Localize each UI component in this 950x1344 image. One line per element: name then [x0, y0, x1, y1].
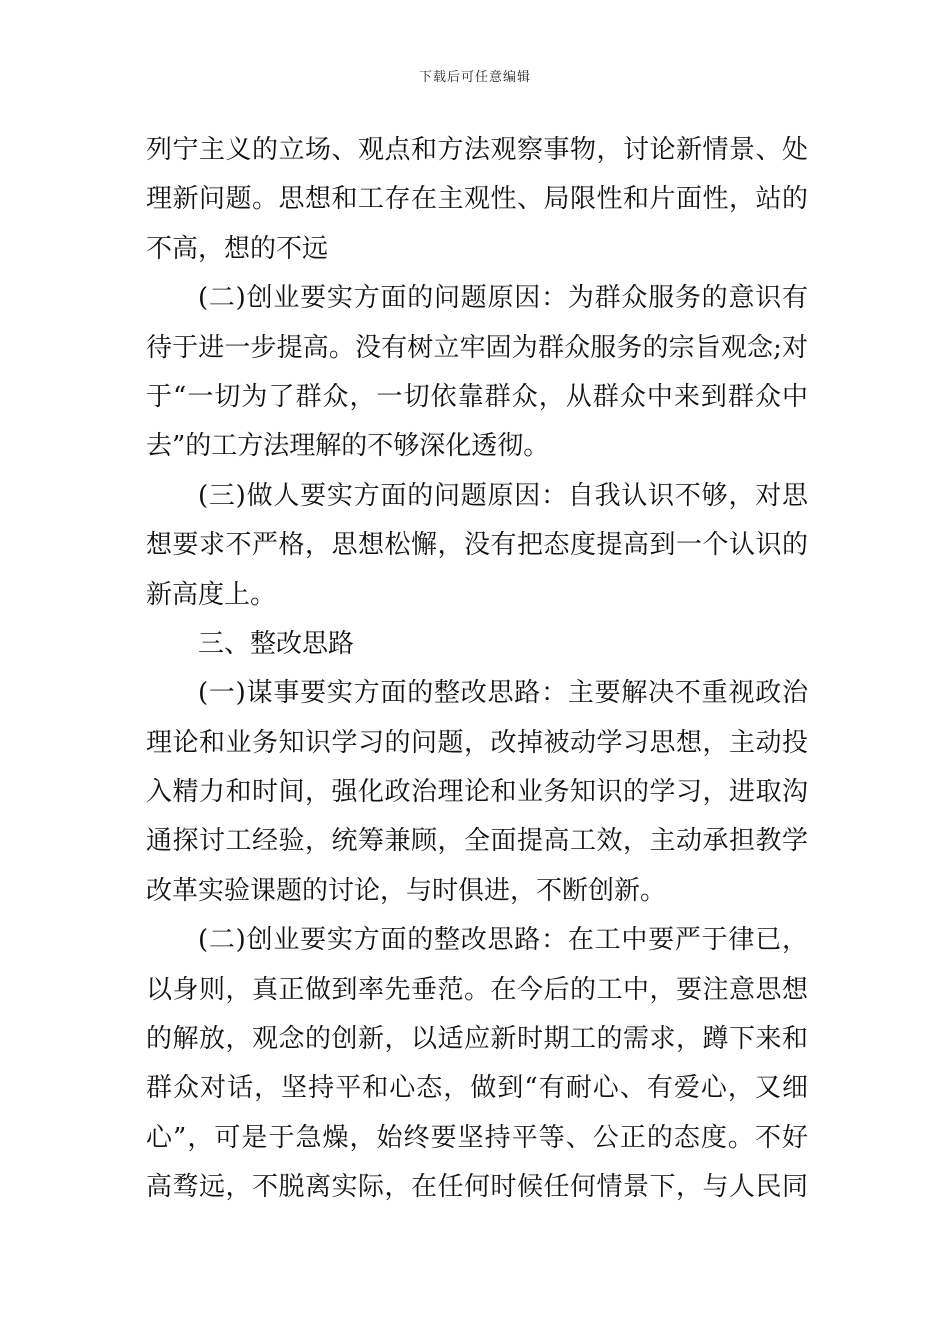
text-line: 去”的工方法理解的不够深化透彻。 — [146, 431, 550, 462]
text-line: 通探讨工经验，统筹兼顾，全面提高工效，主动承担教学 — [146, 826, 808, 857]
text-line: 以身则，真正做到率先垂范。在今后的工中，要注意思想 — [146, 974, 808, 1005]
text-line: 新高度上。 — [146, 579, 277, 610]
page-header: 下载后可任意编辑 — [418, 70, 531, 85]
text-line: 理新问题。思想和工存在主观性、局限性和片面性，站的 — [146, 184, 808, 215]
text-line: 三、整改思路 — [198, 628, 355, 659]
text-line: (二)创业要实方面的问题原因：为群众服务的意识有 — [198, 283, 808, 314]
text-line: 改革实验课题的讨论，与时俱进，不断创新。 — [146, 875, 667, 906]
text-line: 高骛远，不脱离实际，在任何时候任何情景下，与人民同 — [146, 1172, 808, 1203]
text-line: 于“一切为了群众，一切依靠群众，从群众中来到群众中 — [146, 381, 808, 412]
text-line: 心”，可是于急燥，始终要坚持平等、公正的态度。不好 — [146, 1122, 808, 1153]
text-line: (三)做人要实方面的问题原因：自我认识不够，对思 — [198, 480, 808, 511]
text-line: 理论和业务知识学习的问题，改掉被动学习思想，主动投 — [146, 727, 808, 758]
text-line: (二)创业要实方面的整改思路：在工中要严于律已， — [198, 925, 808, 956]
document-body — [146, 126, 808, 1213]
text-line: 列宁主义的立场、观点和方法观察事物，讨论新情景、处 — [146, 135, 808, 165]
text-line: 想要求不严格，思想松懈，没有把态度提高到一个认识的 — [146, 530, 808, 561]
text-line: 入精力和时间，强化政治理论和业务知识的学习，进取沟 — [146, 777, 808, 808]
text-line: 群众对话，坚持平和心态，做到“有耐心、有爱心，又细 — [146, 1073, 808, 1104]
text-line: 不高，想的不远 — [146, 233, 329, 264]
text-line: 的解放，观念的创新，以适应新时期工的需求，蹲下来和 — [146, 1024, 808, 1055]
text-line: (一)谋事要实方面的整改思路：主要解决不重视政治 — [198, 678, 808, 709]
text-line: 待于进一步提高。没有树立牢固为群众服务的宗旨观念;对 — [146, 332, 808, 363]
